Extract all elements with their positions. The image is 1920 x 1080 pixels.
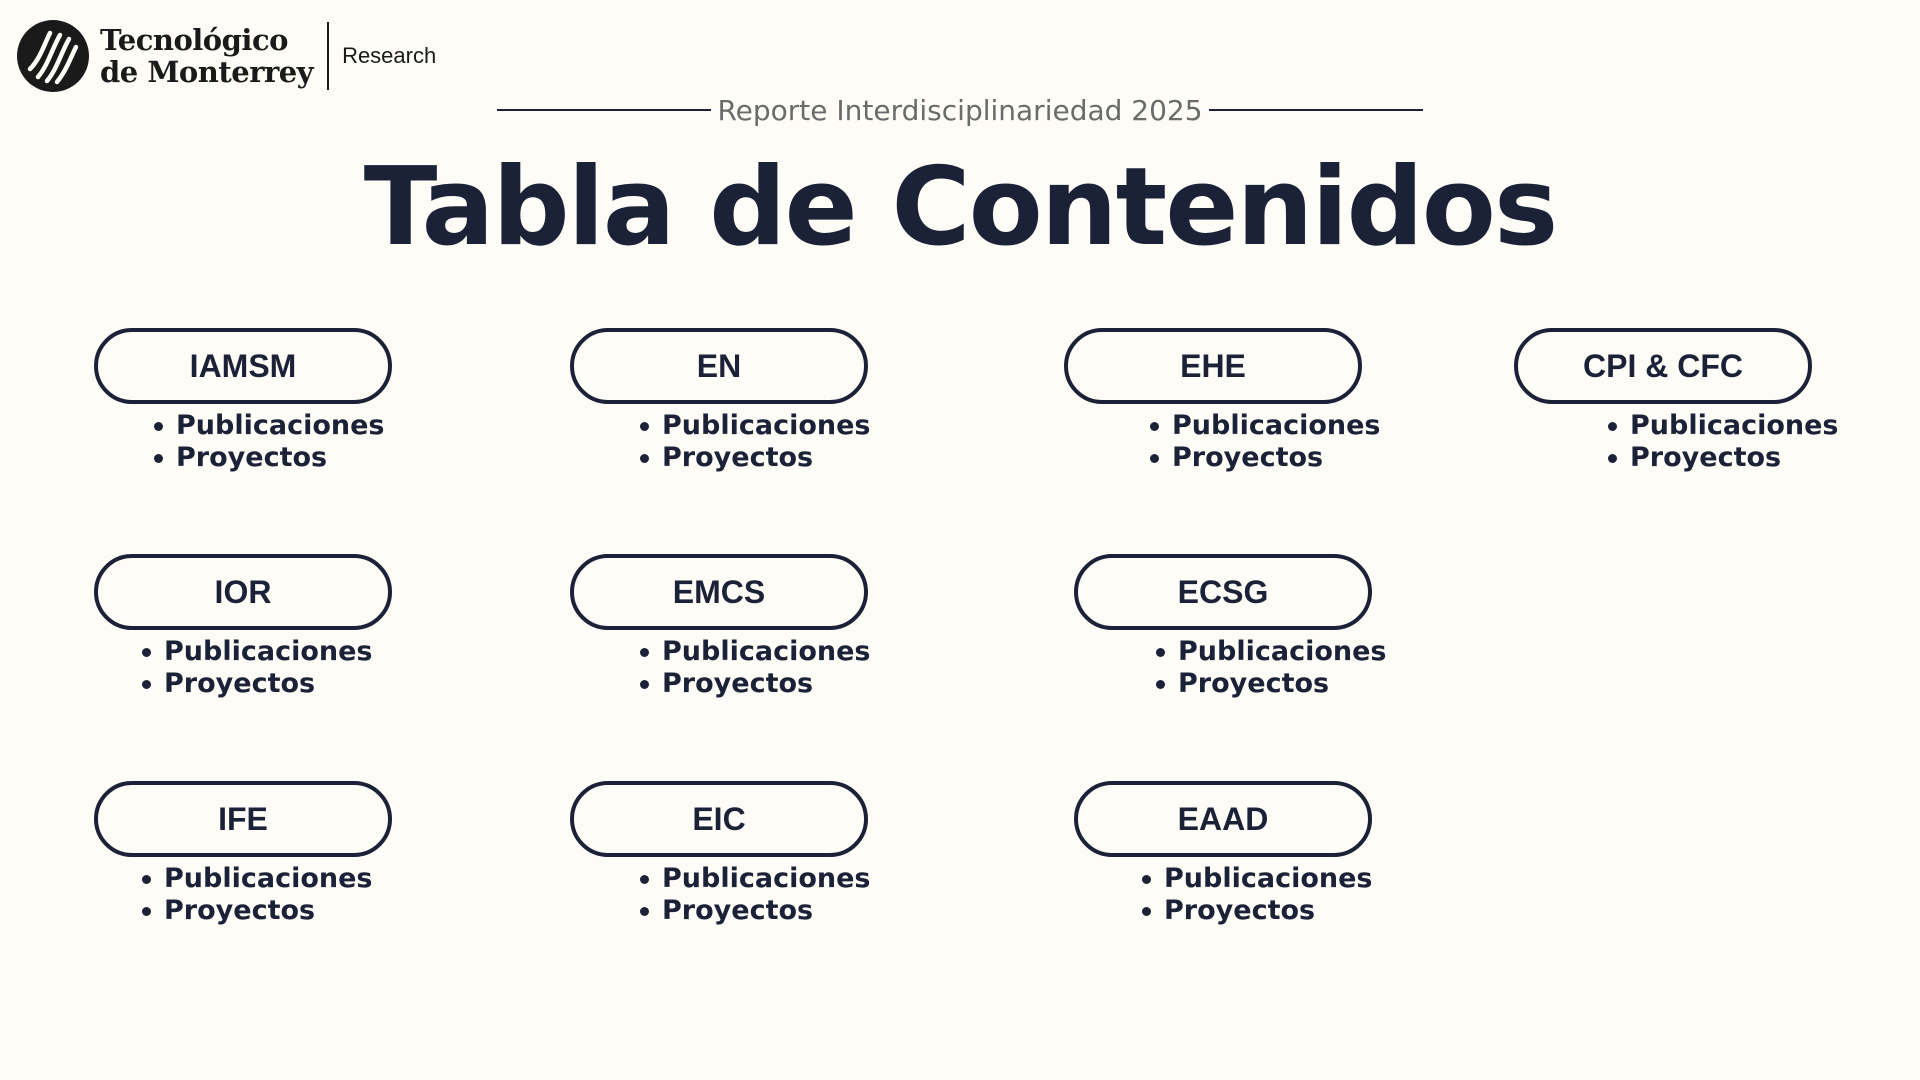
bullet-icon [1142,875,1151,884]
section-ife [94,781,392,927]
section-items [1138,863,1373,927]
section-button-cpi-cfc[interactable]: CPI & CFC [1514,328,1812,404]
bullet-icon [1150,422,1159,431]
bullet-icon [640,907,649,916]
section-items [636,863,871,927]
item-label: Publicaciones [662,863,871,894]
section-button-eic[interactable]: EIC [570,781,868,857]
logo-divider [327,22,329,90]
item-label: Proyectos [164,668,316,699]
section-emcs [570,554,871,700]
section-items [150,410,392,474]
bullet-icon [154,422,163,431]
section-button-ehe[interactable]: EHE [1064,328,1362,404]
bullet-icon [142,875,151,884]
section-items [1146,410,1381,474]
section-button-ife[interactable]: IFE [94,781,392,857]
item-label: Publicaciones [164,636,373,667]
section-button-iamsm[interactable]: IAMSM [94,328,392,404]
section-ecsg [1074,554,1387,700]
item-label: Publicaciones [662,636,871,667]
item-label: Publicaciones [1178,636,1387,667]
logo-research-label: Research [342,43,437,68]
section-ior [94,554,392,700]
section-button-eaad[interactable]: EAAD [1074,781,1372,857]
bullet-icon [1150,454,1159,463]
item-label: Proyectos [1164,895,1316,926]
section-cpi-cfc [1514,328,1839,474]
list-item-proyectos[interactable] [138,668,392,700]
section-button-en[interactable]: EN [570,328,868,404]
list-item-publicaciones[interactable] [636,863,871,895]
list-item-publicaciones[interactable] [636,636,871,668]
list-item-publicaciones[interactable] [1152,636,1387,668]
bullet-icon [1608,422,1617,431]
section-items [138,636,392,700]
list-item-publicaciones[interactable] [1138,863,1373,895]
bullet-icon [142,648,151,657]
subtitle-rule-right [1209,109,1423,111]
section-items [1604,410,1839,474]
item-label: Publicaciones [164,863,373,894]
list-item-publicaciones[interactable] [138,863,392,895]
list-item-publicaciones[interactable] [1604,410,1839,442]
list-item-publicaciones[interactable] [1146,410,1381,442]
item-label: Proyectos [164,895,316,926]
logo-line-1: Tecnológico [100,23,288,57]
bullet-icon [640,422,649,431]
tec-seal-icon [16,19,90,93]
list-item-proyectos[interactable] [636,895,871,927]
list-item-proyectos[interactable] [1146,442,1381,474]
list-item-proyectos[interactable] [138,895,392,927]
subtitle-row [497,92,1423,128]
item-label: Proyectos [1630,442,1782,473]
report-subtitle: Reporte Interdisciplinariedad 2025 [717,93,1203,127]
section-eic [570,781,871,927]
section-button-ior[interactable]: IOR [94,554,392,630]
list-item-proyectos[interactable] [1138,895,1373,927]
section-items [636,410,871,474]
item-label: Proyectos [662,442,814,473]
section-en [570,328,871,474]
logo-wordmark [100,24,313,88]
item-label: Proyectos [1172,442,1324,473]
page-title: Tabla de Contenidos [363,145,1557,270]
list-item-publicaciones[interactable] [636,410,871,442]
item-label: Proyectos [176,442,328,473]
item-label: Proyectos [1178,668,1330,699]
item-label: Publicaciones [1630,410,1839,441]
item-label: Proyectos [662,895,814,926]
section-items [1152,636,1387,700]
section-ehe [1064,328,1381,474]
section-items [636,636,871,700]
item-label: Publicaciones [662,410,871,441]
bullet-icon [1156,648,1165,657]
logo-line-2: de Monterrey [100,55,314,89]
list-item-proyectos[interactable] [1152,668,1387,700]
section-button-ecsg[interactable]: ECSG [1074,554,1372,630]
bullet-icon [1608,454,1617,463]
item-label: Publicaciones [1172,410,1381,441]
bullet-icon [640,648,649,657]
section-button-emcs[interactable]: EMCS [570,554,868,630]
bullet-icon [640,454,649,463]
section-items [138,863,392,927]
bullet-icon [142,907,151,916]
bullet-icon [640,680,649,689]
bullet-icon [1156,680,1165,689]
tec-monterrey-logo [16,16,436,96]
list-item-proyectos[interactable] [636,442,871,474]
bullet-icon [142,680,151,689]
subtitle-rule-left [497,109,711,111]
list-item-proyectos[interactable] [636,668,871,700]
section-eaad [1074,781,1373,927]
item-label: Publicaciones [176,410,385,441]
bullet-icon [1142,907,1151,916]
list-item-publicaciones[interactable] [138,636,392,668]
list-item-publicaciones[interactable] [150,410,392,442]
bullet-icon [154,454,163,463]
item-label: Proyectos [662,668,814,699]
section-iamsm [94,328,392,474]
bullet-icon [640,875,649,884]
list-item-proyectos[interactable] [150,442,392,474]
list-item-proyectos[interactable] [1604,442,1839,474]
item-label: Publicaciones [1164,863,1373,894]
